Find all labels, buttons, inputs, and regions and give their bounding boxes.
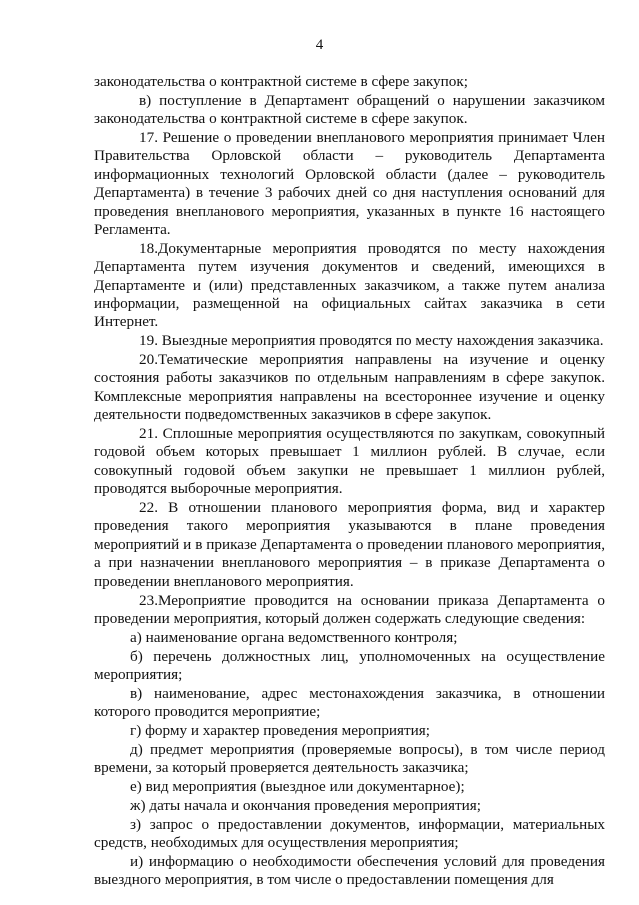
paragraph: 19. Выездные мероприятия проводятся по месту нахождения заказчика.	[139, 332, 604, 350]
paragraph: 22. В отношении планового мероприятия форма, вид и характер проведения такого мероприятия указываются в плане проведения мероприятий и в приказе Департамента о проведении планового мероприятия, а при назначении внепланового мероприятия – в приказе Департамента о проведении внепланового мероприятия.	[94, 499, 605, 590]
paragraph: 20.Тематические мероприятия направлены на изучение и оценку состояния работы заказчиков по отдельным направлениям в сфере закупок. Комплексные мероприятия направлены на всестороннее изучение и оценку деятельности подведомственных заказчиков в сфере закупок.	[94, 351, 605, 424]
paragraph: в) поступление в Департамент обращений о нарушении заказчиком законодательства о контрактной системе в сфере закупок.	[94, 91, 605, 128]
list-item: д) предмет мероприятия (проверяемые вопросы), в том числе период времени, за который проверяется деятельность заказчика;	[94, 740, 605, 777]
paragraph: 21. Сплошные мероприятия осуществляются по закупкам, совокупный годовой объем которых превышает 1 миллион рублей. В случае, если совокупный годовой объем закупки не превышает 1 миллион рублей, проводятся выборочные мероприятия.	[94, 425, 605, 498]
list-item: б) перечень должностных лиц, уполномоченных на осуществление мероприятия;	[94, 647, 605, 683]
list-item: в) наименование, адрес местонахождения заказчика, в отношении которого проводится мероприятие;	[94, 684, 605, 721]
list-item: ж) даты начала и окончания проведения мероприятия;	[130, 796, 482, 814]
page-number: 4	[315, 37, 324, 53]
document-body	[94, 73, 605, 890]
list-item: а) наименование органа ведомственного контроля;	[130, 628, 458, 646]
list-item: г) форму и характер проведения мероприятия;	[130, 721, 431, 739]
list-item: и) информацию о необходимости обеспечения условий для проведения выездного мероприятия, в том числе о предоставлении помещения для	[94, 852, 605, 889]
paragraph: законодательства о контрактной системе в сфере закупок;	[94, 73, 468, 90]
list-item: е) вид мероприятия (выездное или документарное);	[130, 777, 465, 795]
paragraph: 23.Мероприятие проводится на основании приказа Департамента о проведении мероприятия, который должен содержать следующие сведения:	[94, 591, 605, 627]
paragraph: 17. Решение о проведении внепланового мероприятия принимает Член Правительства Орловской области – руководитель Департамента информационных технологий Орловской области (далее – руководитель Департамента) в течение 3 рабочих дней со дня наступления оснований для проведения внепланового мероприятия, указанных в пункте 16 настоящего Регламента.	[94, 129, 605, 239]
paragraph: 18.Документарные мероприятия проводятся по месту нахождения Департамента путем изучения документов и сведений, имеющихся в Департаменте и (или) представленных заказчиком, а также путем анализа информации, размещенной на официальных сайтах заказчика в сети Интернет.	[94, 239, 605, 331]
list-item: з) запрос о предоставлении документов, информации, материальных средств, необходимых для осуществления мероприятия;	[94, 815, 605, 851]
